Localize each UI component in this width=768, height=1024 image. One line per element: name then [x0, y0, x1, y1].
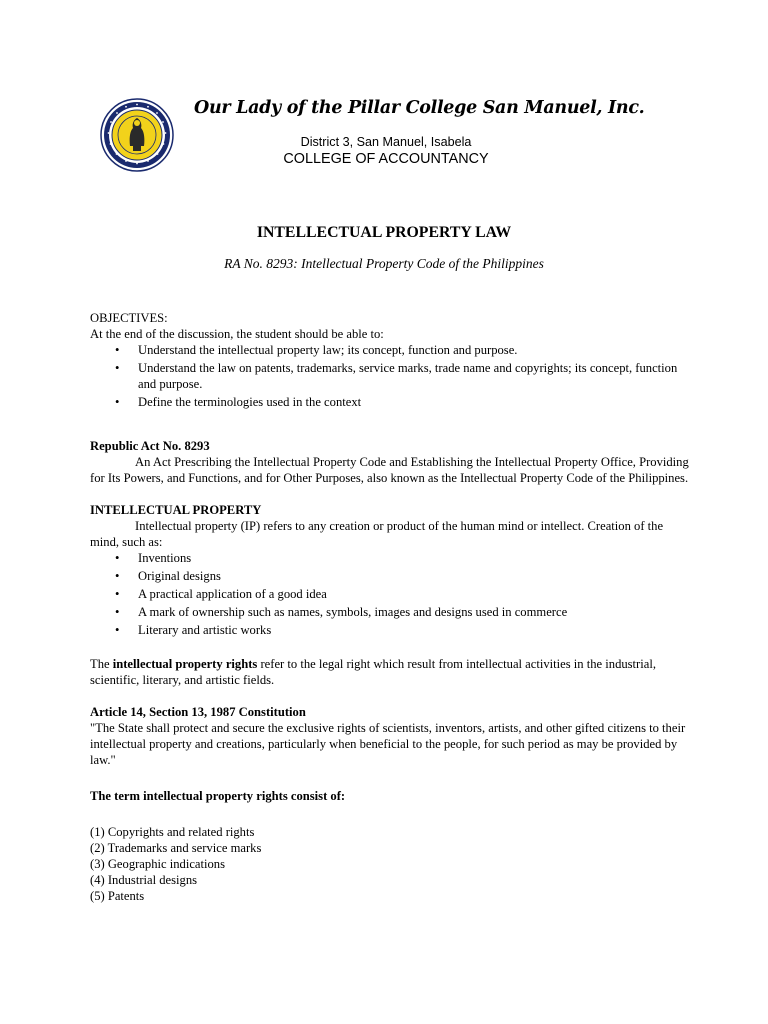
republic-act-text: An Act Prescribing the Intellectual Property Code and Establishing the Intellectual Property Office, Providing for Its Powers, and Functions, and for Other Purposes, also known as the Intellectual Property Code of the Philippines. [90, 455, 689, 485]
rights-definition: The intellectual property rights refer to the legal right which result from intellectual activities in the industrial, scientific, literary, and artistic fields. [90, 657, 656, 687]
ip-examples-list [90, 550, 690, 638]
bullet-icon: • [115, 605, 120, 619]
list-item: • Understand the law on patents, trademarks, service marks, trade name and copyrights; its concept, function and purpose. [115, 361, 678, 391]
objectives-intro: At the end of the discussion, the student should be able to: [90, 327, 384, 341]
college-address: District 3, San Manuel, Isabela [300, 135, 472, 149]
list-item: (5) Patents [90, 889, 145, 903]
constitution-heading: Article 14, Section 13, 1987 Constitution [90, 705, 306, 719]
rights-numbered-list [90, 824, 690, 904]
republic-act-heading: Republic Act No. 8293 [90, 439, 210, 453]
intellectual-property-definition: Intellectual property (IP) refers to any creation or product of the human mind or intellect. Creation of the mind, such as: [90, 519, 664, 549]
list-item: • Inventions [115, 551, 192, 565]
bullet-icon: • [115, 343, 120, 357]
document-title: INTELLECTUAL PROPERTY LAW [256, 224, 512, 241]
list-item: (3) Geographic indications [90, 857, 225, 871]
bullet-icon: • [115, 551, 120, 565]
list-item: • Understand the intellectual property law; its concept, function and purpose. [115, 343, 518, 357]
list-item: • A practical application of a good idea [115, 587, 327, 601]
objectives-list [90, 342, 690, 410]
list-item: • Original designs [115, 569, 221, 583]
document-body [90, 310, 690, 904]
list-item: (2) Trademarks and service marks [90, 841, 262, 855]
list-item: (1) Copyrights and related rights [90, 825, 255, 839]
bullet-icon: • [115, 361, 120, 375]
constitution-quote: "The State shall protect and secure the exclusive rights of scientists, inventors, artists, and other gifted citizens to their intellectual property and creations, particularly when beneficial to the people, for such period as may be provided by law." [90, 721, 686, 767]
college-department: COLLEGE OF ACCOUNTANCY [283, 151, 489, 167]
bullet-icon: • [115, 587, 120, 601]
list-item: (4) Industrial designs [90, 873, 198, 887]
bullet-icon: • [115, 569, 120, 583]
rights-list-heading: The term intellectual property rights consist of: [90, 789, 346, 803]
list-item: • Define the terminologies used in the context [115, 395, 362, 409]
rights-term: intellectual property rights [112, 657, 258, 671]
college-name: Our Lady of the Pillar College San Manuel, Inc. [194, 98, 645, 118]
objectives-heading: OBJECTIVES: [90, 311, 168, 325]
document-subtitle: RA No. 8293: Intellectual Property Code of the Philippines [224, 256, 544, 271]
list-item: • A mark of ownership such as names, symbols, images and designs used in commerce [115, 605, 568, 619]
intellectual-property-heading: INTELLECTUAL PROPERTY [90, 503, 262, 517]
list-item: • Literary and artistic works [115, 623, 272, 637]
bullet-icon: • [115, 395, 120, 409]
bullet-icon: • [115, 623, 120, 637]
